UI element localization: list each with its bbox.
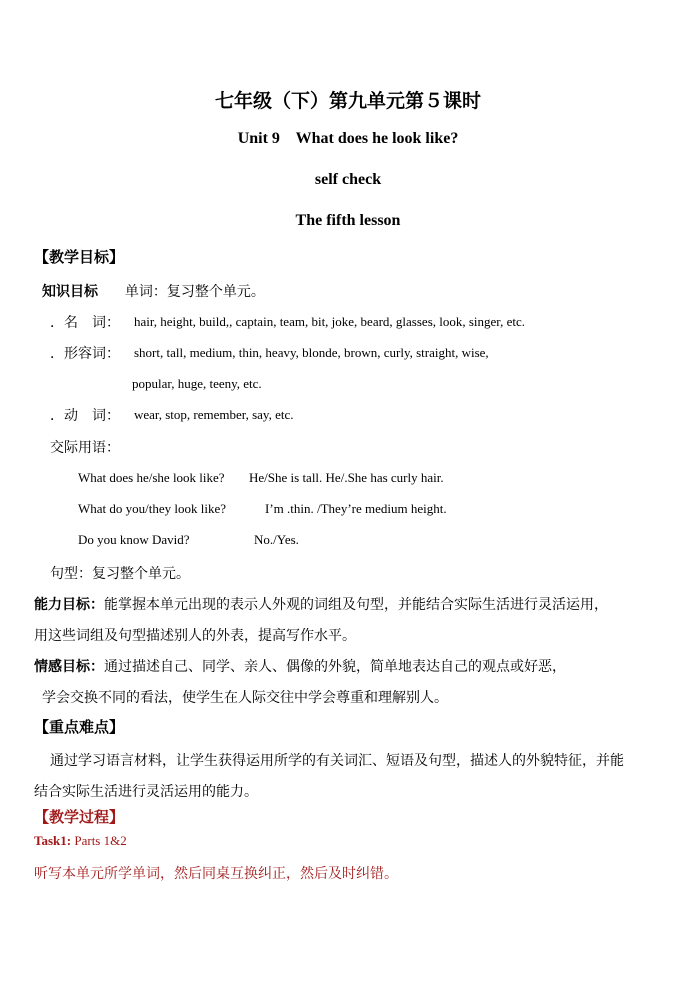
emotion-text: 通过描述自己、同学、亲人、偶像的外貌，简单地表达自己的观点或好恶， xyxy=(104,659,566,675)
dialog-question: What does he/she look like? xyxy=(78,470,225,485)
adjective-line xyxy=(50,343,120,363)
task-line xyxy=(34,833,127,849)
adjective-label: ．形容词： xyxy=(50,346,120,362)
dialog-question: Do you know David? xyxy=(78,532,190,547)
knowledge-objective-line xyxy=(42,281,265,301)
ability-label: 能力目标： xyxy=(34,597,104,613)
objectives-heading: 【教学目标】 xyxy=(34,248,125,266)
task-text: 听写本单元所学单词，然后同桌互换纠正，然后及时纠错。 xyxy=(34,866,398,882)
task-label: Task1: xyxy=(34,833,72,848)
communication-label: 交际用语： xyxy=(50,440,120,456)
vocab-intro: 单词：复习整个单元。 xyxy=(124,284,265,300)
ability-text-continued: 用这些词组及句型描述别人的外表，提高写作水平。 xyxy=(34,628,356,644)
sentence-patterns: 句型：复习整个单元。 xyxy=(50,566,190,582)
noun-line xyxy=(50,312,120,332)
process-heading: 【教学过程】 xyxy=(34,808,125,826)
lesson-title: The fifth lesson xyxy=(295,212,401,229)
key-points-text: 通过学习语言材料，让学生获得运用所学的有关词汇、短语及句型，描述人的外貌特征，并能 xyxy=(50,753,624,769)
dialog-answer: I’m .thin. /They’re medium height. xyxy=(265,501,447,516)
dialog-answer: He/She is tall. He/.She has curly hair. xyxy=(249,470,444,485)
verb-words: wear, stop, remember, say, etc. xyxy=(134,407,294,422)
unit-title xyxy=(0,130,696,148)
emotion-label: 情感目标： xyxy=(34,659,104,675)
key-points-heading: 【重点难点】 xyxy=(34,718,125,736)
noun-label: ．名 词： xyxy=(50,315,120,331)
key-points-text-continued: 结合实际生活进行灵活运用的能力。 xyxy=(34,784,258,800)
emotion-text-continued: 学会交换不同的看法，使学生在人际交往中学会尊重和理解别人。 xyxy=(42,690,448,706)
unit-title-text: Unit 9 What does he look like? xyxy=(237,130,459,147)
adjective-words-1: short, tall, medium, thin, heavy, blonde, brown, curly, straight, wise, xyxy=(134,345,489,360)
task-parts: Parts 1&2 xyxy=(74,833,127,848)
verb-label: ．动 词： xyxy=(50,408,120,424)
knowledge-label: 知识目标 xyxy=(42,284,98,300)
noun-words: hair, height, build,, captain, team, bit, joke, beard, glasses, look, singer, etc. xyxy=(134,314,526,329)
verb-line xyxy=(50,405,120,425)
ability-objective-line xyxy=(34,594,608,614)
ability-text: 能掌握本单元出现的表示人外观的词组及句型，并能结合实际生活进行灵活运用， xyxy=(104,597,608,613)
document-title: 七年级（下）第九单元第５课时 xyxy=(214,90,481,112)
emotion-objective-line xyxy=(34,656,566,676)
dialog-question: What do you/they look like? xyxy=(78,501,227,516)
subtitle: self check xyxy=(314,171,382,188)
dialog-answer: No./Yes. xyxy=(254,532,299,547)
adjective-words-2: popular, huge, teeny, etc. xyxy=(132,376,262,391)
